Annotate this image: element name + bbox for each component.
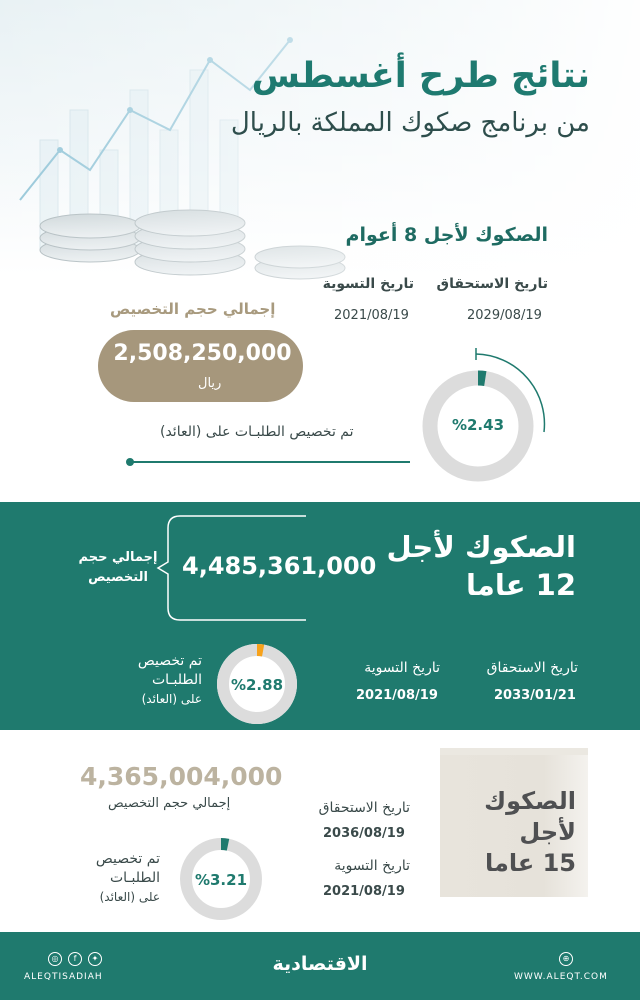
section-15y-heading (468, 786, 576, 879)
twitter-icon[interactable]: ✦ (88, 952, 102, 966)
ring-value-arc (257, 650, 263, 651)
section-15y-allocation-line3: على (العائد) (99, 890, 160, 904)
section-15y-heading-box-top (440, 748, 588, 755)
section-8y-heading: الصكوك لأجل 8 أعوام (345, 224, 548, 246)
section-15y-allocation-percent: %3.21 (194, 871, 248, 889)
section-8y-settlement-date: 2021/08/19 (334, 308, 409, 323)
section-12y-heading-line2: 12 عاما (466, 568, 576, 602)
section-8y-settlement-label: تاريخ التسوية (322, 276, 414, 292)
section-12y-allocation-line3: على (العائد) (141, 692, 202, 706)
section-12y-total-label: إجمالي حجم التخصيص (78, 550, 158, 585)
section-15y-allocation-line2: الطلبـات (109, 870, 160, 886)
section-12y-allocation-percent: %2.88 (230, 676, 284, 694)
section-15y-maturity-label: تاريخ الاستحقاق (318, 800, 410, 816)
section-15y-allocation-text (76, 850, 160, 907)
section-15y-total-label: إجمالي حجم التخصيص (108, 796, 231, 811)
section-8y-total-label: إجمالي حجم التخصيص (110, 300, 276, 318)
page-title: نتائج طرح أغسطس (251, 56, 590, 96)
social-handle[interactable]: ALEQTISADIAH (24, 972, 103, 982)
section-12y-settlement-label: تاريخ التسوية (364, 660, 440, 676)
section-12y-allocation-line2: الطلبـات (151, 672, 202, 688)
section-8y-maturity-label: تاريخ الاستحقاق (436, 276, 548, 292)
section-12y-allocation-text (118, 652, 202, 709)
section-15y-allocation-line1: تم تخصيص (95, 851, 160, 867)
instagram-icon[interactable]: ◎ (48, 952, 62, 966)
coins-chart-illustration (0, 0, 640, 290)
section-15y-heading-line1: الصكوك (484, 787, 576, 815)
section-15y-maturity-date: 2036/08/19 (323, 826, 405, 841)
website-link[interactable]: WWW.ALEQT.COM (514, 972, 608, 982)
section-12y-heading-line1: الصكوك لأجل (386, 530, 576, 564)
section-8y-allocation-text: تم تخصيص الطلبـات على (العائد) (160, 424, 354, 440)
section-12y-maturity-date: 2033/01/21 (494, 688, 576, 703)
brand-logo-text: الاقتصادية (272, 953, 368, 975)
section-8y-allocation-percent: %2.43 (451, 416, 505, 434)
facebook-icon[interactable]: f (68, 952, 82, 966)
section-12y-settlement-date: 2021/08/19 (356, 688, 438, 703)
page-subtitle: من برنامج صكوك المملكة بالريال (230, 108, 590, 138)
section-12y-total-amount: 4,485,361,000 (182, 552, 377, 580)
section-8y-maturity-date: 2029/08/19 (467, 308, 542, 323)
section-12y-allocation-line1: تم تخصيص (137, 653, 202, 669)
section-12y-maturity-label: تاريخ الاستحقاق (486, 660, 578, 676)
globe-icon[interactable]: ⊕ (559, 952, 573, 966)
ring-value-arc (478, 378, 485, 379)
section-15y-settlement-date: 2021/08/19 (323, 884, 405, 899)
ring-value-arc (221, 844, 228, 845)
section-8y-total-amount: 2,508,250,000 (113, 341, 292, 366)
section-15y-settlement-label: تاريخ التسوية (334, 858, 410, 874)
section-15y-heading-line2: لأجل (519, 818, 576, 846)
section-15y-heading-line3: 15 عاما (484, 849, 576, 877)
section-8y-currency: ريال (198, 376, 222, 391)
section-15y-total-amount: 4,365,004,000 (80, 762, 283, 791)
section-8y-connector (0, 340, 640, 500)
